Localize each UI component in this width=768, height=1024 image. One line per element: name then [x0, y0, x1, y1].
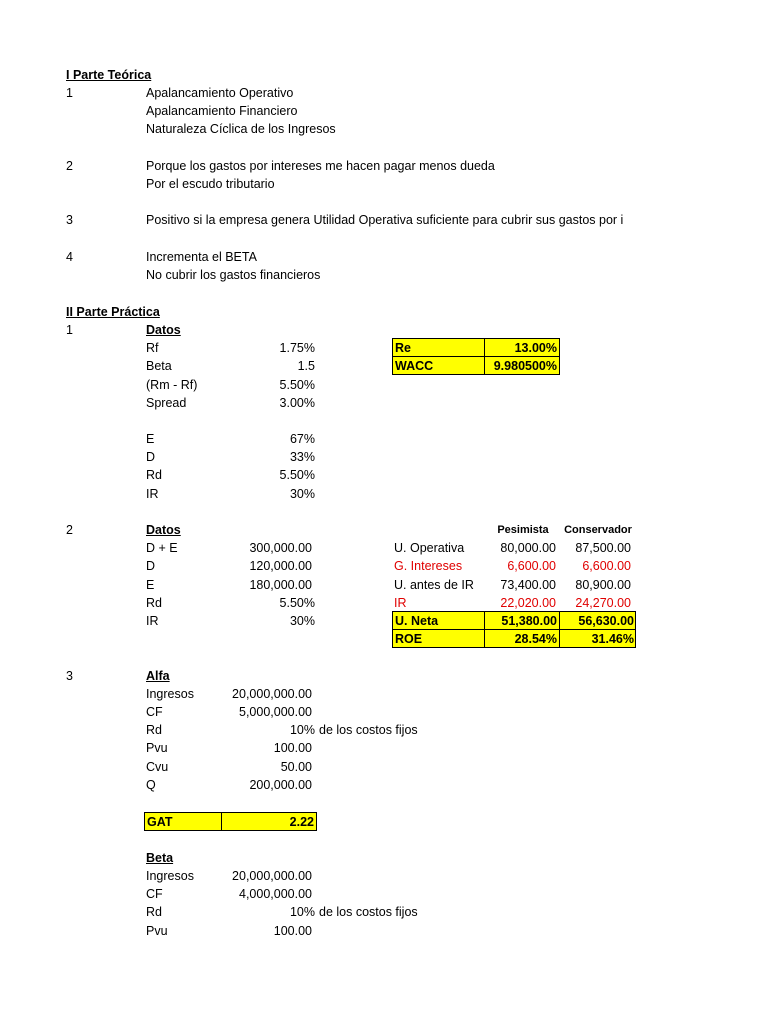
beta-value: 10%: [289, 905, 315, 919]
beta-value: 100.00: [273, 924, 312, 938]
u-neta-label: U. Neta: [395, 614, 439, 628]
p1-label: (Rm - Rf): [146, 378, 198, 392]
p2-value: 180,000.00: [249, 578, 312, 592]
q1-line: Apalancamiento Financiero: [146, 104, 298, 118]
gat-label: GAT: [147, 815, 173, 829]
alfa-label: Ingresos: [146, 687, 194, 701]
p1-value: 33%: [289, 450, 315, 464]
p2-label: IR: [146, 614, 159, 628]
q1-line: Naturaleza Cíclica de los Ingresos: [146, 122, 336, 136]
scenario-pesimista: 73,400.00: [500, 578, 556, 592]
q2-line: Porque los gastos por intereses me hacen pagar menos dueda: [146, 159, 495, 173]
part1-title: I Parte Teórica: [66, 68, 152, 82]
p1-value: 5.50%: [279, 378, 315, 392]
beta-note: de los costos fijos: [319, 905, 418, 919]
q2-line: Por el escudo tributario: [146, 177, 275, 191]
p1-label: Rd: [146, 468, 162, 482]
roe-label: ROE: [395, 632, 423, 646]
p2-value: 5.50%: [279, 596, 315, 610]
q2-number: 2: [66, 159, 73, 173]
roe-conservador: 31.46%: [591, 632, 634, 646]
p2-value: 300,000.00: [249, 541, 312, 555]
scenario-label: U. antes de IR: [394, 578, 474, 592]
beta-value: 4,000,000.00: [239, 887, 312, 901]
p2-value: 30%: [289, 614, 315, 628]
p1-number: 1: [66, 323, 73, 337]
p1-heading: Datos: [146, 323, 181, 337]
beta-value: 20,000,000.00: [232, 869, 312, 883]
roe-pesimista: 28.54%: [514, 632, 557, 646]
re-value: 13.00%: [514, 341, 557, 355]
p2-label: E: [146, 578, 155, 592]
alfa-value: 200,000.00: [249, 778, 312, 792]
p2-label: D + E: [146, 541, 178, 555]
p2-value: 120,000.00: [249, 559, 312, 573]
u-neta-pesimista: 51,380.00: [501, 614, 557, 628]
p2-heading: Datos: [146, 523, 181, 537]
q3-line: Positivo si la empresa genera Utilidad Operativa suficiente para cubrir sus gastos por i: [146, 213, 624, 227]
p1-label: Beta: [146, 359, 172, 373]
p1-value: 30%: [289, 487, 315, 501]
wacc-value: 9.980500%: [493, 359, 557, 373]
col-header-pesimista: Pesimista: [497, 524, 549, 536]
alfa-note: de los costos fijos: [319, 723, 418, 737]
alfa-label: Pvu: [146, 741, 168, 755]
alfa-label: Q: [146, 778, 156, 792]
beta-label: Rd: [146, 905, 162, 919]
alfa-heading: Alfa: [146, 669, 170, 683]
p2-label: Rd: [146, 596, 162, 610]
p2-label: D: [146, 559, 156, 573]
p1-value: 1.5: [297, 359, 315, 373]
scenario-label: U. Operativa: [394, 541, 465, 555]
scenario-conservador: 6,600.00: [582, 559, 631, 573]
re-label: Re: [395, 341, 411, 355]
q4-number: 4: [66, 250, 73, 264]
p1-label: D: [146, 450, 156, 464]
scenario-label: IR: [394, 596, 407, 610]
alfa-value: 5,000,000.00: [239, 705, 312, 719]
alfa-value: 20,000,000.00: [232, 687, 312, 701]
part2-title: II Parte Práctica: [66, 305, 160, 319]
gat-value: 2.22: [289, 815, 314, 829]
beta-label: Pvu: [146, 924, 168, 938]
scenario-conservador: 87,500.00: [575, 541, 631, 555]
beta-label: Ingresos: [146, 869, 194, 883]
scenario-pesimista: 80,000.00: [500, 541, 556, 555]
beta-heading: Beta: [146, 851, 174, 865]
alfa-value: 50.00: [280, 760, 312, 774]
p3-number: 3: [66, 669, 73, 683]
scenario-conservador: 24,270.00: [575, 596, 631, 610]
q4-line: No cubrir los gastos financieros: [146, 268, 321, 282]
alfa-label: CF: [146, 705, 163, 719]
p1-value: 3.00%: [279, 396, 315, 410]
u-neta-conservador: 56,630.00: [578, 614, 634, 628]
alfa-label: Cvu: [146, 760, 169, 774]
scenario-conservador: 80,900.00: [575, 578, 631, 592]
p1-label: E: [146, 432, 155, 446]
p1-label: Rf: [146, 341, 159, 355]
p1-value: 1.75%: [279, 341, 315, 355]
p1-value: 5.50%: [279, 468, 315, 482]
q3-number: 3: [66, 213, 73, 227]
q1-line: Apalancamiento Operativo: [146, 86, 294, 100]
col-header-conservador: Conservador: [564, 524, 632, 536]
p1-label: Spread: [146, 396, 187, 410]
q4-line: Incrementa el BETA: [146, 250, 257, 264]
scenario-pesimista: 6,600.00: [507, 559, 556, 573]
wacc-label: WACC: [395, 359, 434, 373]
p1-label: IR: [146, 487, 159, 501]
alfa-value: 10%: [289, 723, 315, 737]
p2-number: 2: [66, 523, 73, 537]
p1-value: 67%: [289, 432, 315, 446]
alfa-label: Rd: [146, 723, 162, 737]
alfa-value: 100.00: [273, 741, 312, 755]
scenario-pesimista: 22,020.00: [500, 596, 556, 610]
q1-number: 1: [66, 86, 73, 100]
scenario-label: G. Intereses: [394, 559, 463, 573]
beta-label: CF: [146, 887, 163, 901]
